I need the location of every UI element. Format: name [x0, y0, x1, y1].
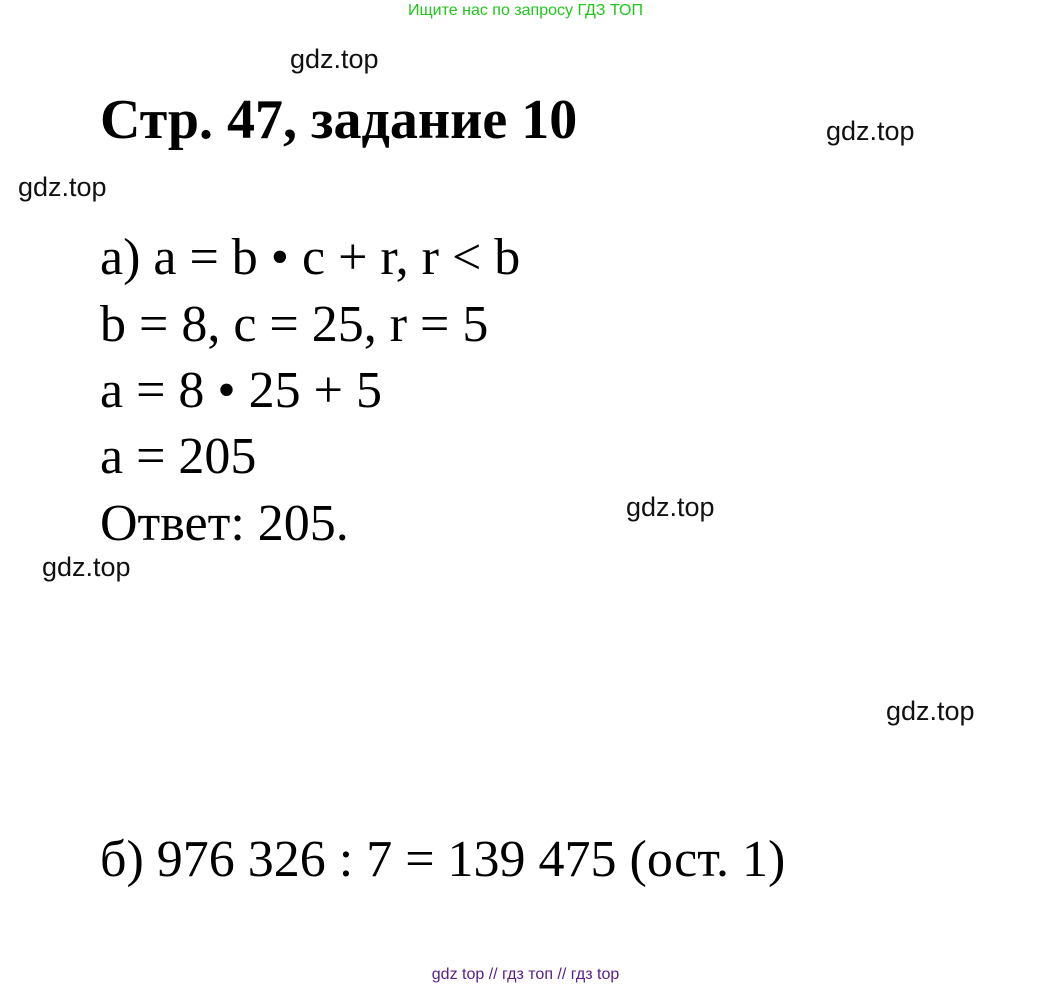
solution-line: а) a = b • c + r, r < b [100, 229, 521, 286]
page-title: Стр. 47, задание 10 [100, 89, 578, 151]
solution-part-b: б) 976 326 : 7 = 139 475 (ост. 1) [100, 831, 786, 888]
watermark: gdz.top [886, 696, 975, 726]
watermark: gdz.top [18, 172, 107, 202]
solution-line: a = 205 [100, 428, 257, 485]
watermark: gdz.top [826, 116, 915, 146]
watermark: gdz.top [626, 492, 715, 522]
solution-line: b = 8, c = 25, r = 5 [100, 296, 489, 353]
answer-line: Ответ: 205. [100, 495, 349, 552]
solution-line: a = 8 • 25 + 5 [100, 362, 382, 419]
top-banner: Ищите нас по запросу ГДЗ ТОП [408, 2, 643, 19]
watermark: gdz.top [290, 44, 379, 74]
footer-links[interactable]: gdz top // гдз топ // гдз top [431, 966, 620, 983]
watermark: gdz.top [42, 552, 131, 582]
